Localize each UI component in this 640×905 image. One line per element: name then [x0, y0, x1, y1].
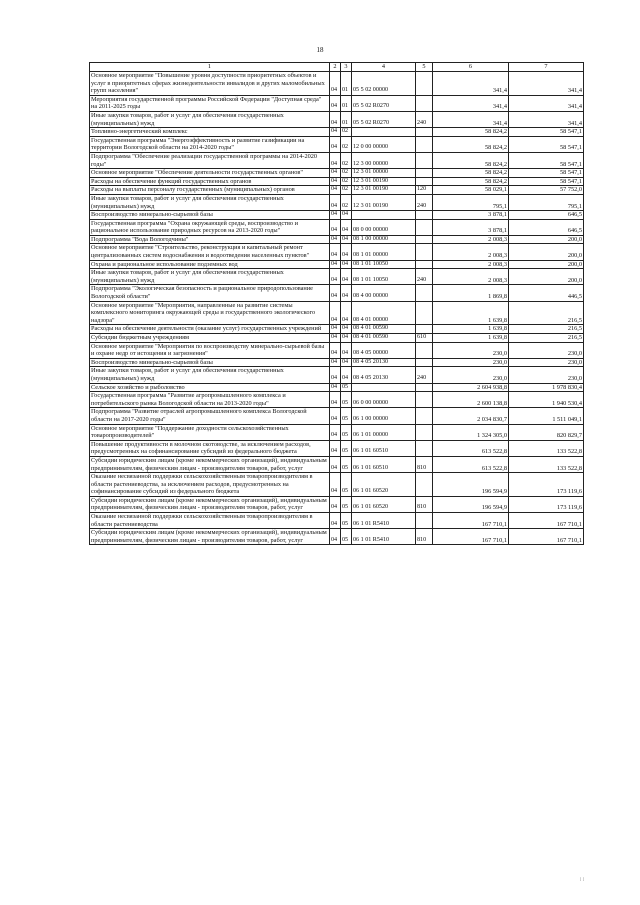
- expense-type-cell: 240: [416, 111, 433, 127]
- table-row: [90, 136, 584, 152]
- subsection-code-cell: 01: [341, 111, 352, 127]
- table-row: [90, 456, 584, 472]
- amount-cell: 167 710,1: [509, 513, 584, 529]
- amount-cell: 230,0: [433, 367, 509, 383]
- section-code-cell: 04: [330, 285, 341, 301]
- row-name-cell: Мероприятия государственной программы Российской Федерации "Доступная среда" на 2011-2025 годы: [90, 95, 330, 111]
- amount-cell: 2 604 938,8: [433, 383, 509, 392]
- amount-cell: 167 710,1: [509, 529, 584, 545]
- subsection-code-cell: 05: [341, 392, 352, 408]
- section-code-cell: 04: [330, 269, 341, 285]
- target-article-cell: 12 3 01 00190: [352, 186, 416, 195]
- table-row: [90, 383, 584, 392]
- expense-type-cell: [416, 235, 433, 244]
- expense-type-cell: [416, 440, 433, 456]
- amount-cell: 58 547,1: [509, 136, 584, 152]
- row-name-cell: Иные закупки товаров, работ и услуг для обеспечения государственных (муниципальных) нужд: [90, 194, 330, 210]
- table-row: [90, 392, 584, 408]
- expense-type-cell: [416, 244, 433, 260]
- row-name-cell: Субсидии юридическим лицам (кроме некоммерческих организаций), индивидуальным предпринимателям, физическим лицам - производителям товаров, работ, услуг: [90, 496, 330, 512]
- target-article-cell: 12 3 01 00000: [352, 169, 416, 178]
- target-article-cell: 06 1 01 60520: [352, 496, 416, 512]
- header-cell: 5: [416, 63, 433, 72]
- section-code-cell: 04: [330, 456, 341, 472]
- target-article-cell: 08 4 00 00000: [352, 285, 416, 301]
- expense-type-cell: [416, 169, 433, 178]
- amount-cell: 58 824,2: [433, 177, 509, 186]
- subsection-code-cell: 04: [341, 285, 352, 301]
- subsection-code-cell: 04: [341, 269, 352, 285]
- target-article-cell: 08 4 05 00000: [352, 342, 416, 358]
- table-row: [90, 111, 584, 127]
- amount-cell: 1 869,8: [433, 285, 509, 301]
- amount-cell: 216,5: [509, 301, 584, 325]
- target-article-cell: 08 4 01 00590: [352, 334, 416, 343]
- target-article-cell: 08 4 01 00590: [352, 325, 416, 334]
- row-name-cell: Субсидии бюджетным учреждениям: [90, 334, 330, 343]
- row-name-cell: Субсидии юридическим лицам (кроме некоммерческих организаций), индивидуальным предпринимателям, физическим лицам - производителям товаров, работ, услуг: [90, 456, 330, 472]
- expense-type-cell: [416, 211, 433, 220]
- amount-cell: 1 639,8: [433, 325, 509, 334]
- subsection-code-cell: 02: [341, 186, 352, 195]
- subsection-code-cell: 04: [341, 358, 352, 367]
- expense-type-cell: [416, 285, 433, 301]
- expense-type-cell: 240: [416, 194, 433, 210]
- amount-cell: 58 547,1: [509, 177, 584, 186]
- amount-cell: 1 511 049,1: [509, 408, 584, 424]
- section-code-cell: 04: [330, 219, 341, 235]
- row-name-cell: Топливно-энергетический комплекс: [90, 128, 330, 137]
- section-code-cell: 04: [330, 440, 341, 456]
- expense-type-cell: [416, 72, 433, 96]
- section-code-cell: 04: [330, 301, 341, 325]
- amount-cell: 58 029,1: [433, 186, 509, 195]
- amount-cell: 230,0: [509, 367, 584, 383]
- expense-type-cell: 810: [416, 496, 433, 512]
- row-name-cell: Иные закупки товаров, работ и услуг для обеспечения государственных (муниципальных) нужд: [90, 111, 330, 127]
- row-name-cell: Расходы на выплаты персоналу государственных (муниципальных) органов: [90, 186, 330, 195]
- amount-cell: 230,0: [433, 358, 509, 367]
- target-article-cell: 06 1 01 00000: [352, 424, 416, 440]
- table-row: [90, 342, 584, 358]
- row-name-cell: Основное мероприятие "Мероприятия, направленные на развитие системы комплексного мониторинга окружающей среды и государственного экологического надзора": [90, 301, 330, 325]
- section-code-cell: 04: [330, 95, 341, 111]
- expense-type-cell: [416, 383, 433, 392]
- section-code-cell: 04: [330, 152, 341, 168]
- amount-cell: 58 824,2: [433, 136, 509, 152]
- row-name-cell: Подпрограмма "Экологическая безопасность и рациональное природопользование Вологодской области": [90, 285, 330, 301]
- amount-cell: 1 324 305,0: [433, 424, 509, 440]
- amount-cell: 795,1: [433, 194, 509, 210]
- section-code-cell: 04: [330, 342, 341, 358]
- section-code-cell: 04: [330, 194, 341, 210]
- section-code-cell: 04: [330, 128, 341, 137]
- amount-cell: 2 034 830,7: [433, 408, 509, 424]
- target-article-cell: 05 5 02 00000: [352, 72, 416, 96]
- amount-cell: 2 008,3: [433, 260, 509, 269]
- subsection-code-cell: 02: [341, 152, 352, 168]
- expense-type-cell: [416, 342, 433, 358]
- amount-cell: 1 978 830,4: [509, 383, 584, 392]
- expense-type-cell: [416, 473, 433, 497]
- expense-type-cell: [416, 325, 433, 334]
- subsection-code-cell: 04: [341, 235, 352, 244]
- table-row: [90, 424, 584, 440]
- amount-cell: 216,5: [509, 334, 584, 343]
- row-name-cell: Воспроизводство минерально-сырьевой базы: [90, 358, 330, 367]
- subsection-code-cell: 01: [341, 95, 352, 111]
- target-article-cell: 12 3 00 00000: [352, 152, 416, 168]
- amount-cell: 230,0: [509, 342, 584, 358]
- target-article-cell: 06 1 01 R5410: [352, 529, 416, 545]
- row-name-cell: Государственная программа "Энергоэффективность и развитие газификации на территории Вологодской области на 2014-2020 годы": [90, 136, 330, 152]
- target-article-cell: 06 0 00 00000: [352, 392, 416, 408]
- section-code-cell: 04: [330, 111, 341, 127]
- amount-cell: 820 829,7: [509, 424, 584, 440]
- row-name-cell: Подпрограмма "Обеспечение реализации государственной программы на 2014-2020 годы": [90, 152, 330, 168]
- row-name-cell: Основное мероприятие "Поддержание доходности сельскохозяйственных товаропроизводителей": [90, 424, 330, 440]
- amount-cell: 58 824,2: [433, 152, 509, 168]
- amount-cell: 446,5: [509, 285, 584, 301]
- expense-type-cell: [416, 177, 433, 186]
- amount-cell: 2 600 138,8: [433, 392, 509, 408]
- target-article-cell: [352, 383, 416, 392]
- target-article-cell: [352, 128, 416, 137]
- target-article-cell: 06 1 01 60520: [352, 473, 416, 497]
- amount-cell: 341,4: [433, 95, 509, 111]
- row-name-cell: Основное мероприятие "Мероприятия по воспроизводству минерально-сырьевой базы и охране недр от истощения и загрязнения": [90, 342, 330, 358]
- amount-cell: 58 547,1: [509, 152, 584, 168]
- subsection-code-cell: 04: [341, 244, 352, 260]
- table-row: [90, 152, 584, 168]
- subsection-code-cell: 04: [341, 301, 352, 325]
- expense-type-cell: [416, 128, 433, 137]
- target-article-cell: 06 1 00 00000: [352, 408, 416, 424]
- expense-type-cell: 810: [416, 456, 433, 472]
- table-row: [90, 177, 584, 186]
- amount-cell: 646,5: [509, 219, 584, 235]
- subsection-code-cell: 04: [341, 342, 352, 358]
- amount-cell: 646,5: [509, 211, 584, 220]
- target-article-cell: 08 1 01 10050: [352, 269, 416, 285]
- expense-type-cell: [416, 152, 433, 168]
- subsection-code-cell: 05: [341, 513, 352, 529]
- header-cell: 4: [352, 63, 416, 72]
- subsection-code-cell: 04: [341, 325, 352, 334]
- section-code-cell: 04: [330, 177, 341, 186]
- page-number: 18: [316, 46, 324, 54]
- row-name-cell: Основное мероприятие "Строительство, реконструкция и капитальный ремонт централизованных систем водоснабжения и водоотведения населенных пунктов": [90, 244, 330, 260]
- amount-cell: 1 639,8: [433, 334, 509, 343]
- section-code-cell: 04: [330, 383, 341, 392]
- table-row: [90, 260, 584, 269]
- row-name-cell: Оказание несвязанной поддержки сельскохозяйственным товаропроизводителям в области растениеводства: [90, 513, 330, 529]
- amount-cell: 133 522,8: [509, 440, 584, 456]
- row-name-cell: Сельское хозяйство и рыболовство: [90, 383, 330, 392]
- row-name-cell: Подпрограмма "Вода Вологодчины": [90, 235, 330, 244]
- section-code-cell: 04: [330, 473, 341, 497]
- amount-cell: 173 119,6: [509, 496, 584, 512]
- target-article-cell: 08 4 05 20130: [352, 358, 416, 367]
- amount-cell: 58 547,1: [509, 128, 584, 137]
- amount-cell: 2 008,3: [433, 244, 509, 260]
- subsection-code-cell: 05: [341, 383, 352, 392]
- section-code-cell: 04: [330, 260, 341, 269]
- amount-cell: 2 008,3: [433, 235, 509, 244]
- amount-cell: 167 710,1: [433, 529, 509, 545]
- target-article-cell: 06 1 01 60510: [352, 440, 416, 456]
- section-code-cell: 04: [330, 334, 341, 343]
- table-row: [90, 358, 584, 367]
- section-code-cell: 04: [330, 244, 341, 260]
- target-article-cell: 12 0 00 00000: [352, 136, 416, 152]
- expense-type-cell: 240: [416, 367, 433, 383]
- subsection-code-cell: 04: [341, 219, 352, 235]
- subsection-code-cell: 02: [341, 136, 352, 152]
- subsection-code-cell: 01: [341, 72, 352, 96]
- row-name-cell: Государственная программа "Развитие агропромышленного комплекса и потребительского рынка Вологодской области на 2013-2020 годы": [90, 392, 330, 408]
- table-header-row: [90, 63, 584, 72]
- amount-cell: 167 710,1: [433, 513, 509, 529]
- amount-cell: 133 522,8: [509, 456, 584, 472]
- amount-cell: 341,4: [433, 72, 509, 96]
- section-code-cell: 04: [330, 136, 341, 152]
- section-code-cell: 04: [330, 367, 341, 383]
- target-article-cell: 05 5 02 R0270: [352, 95, 416, 111]
- subsection-code-cell: 04: [341, 334, 352, 343]
- subsection-code-cell: 02: [341, 177, 352, 186]
- amount-cell: 58 824,2: [433, 128, 509, 137]
- section-code-cell: 04: [330, 358, 341, 367]
- expense-type-cell: 810: [416, 529, 433, 545]
- row-name-cell: Основное мероприятие "Обеспечение деятельности государственных органов": [90, 169, 330, 178]
- table-row: [90, 513, 584, 529]
- subsection-code-cell: 05: [341, 456, 352, 472]
- subsection-code-cell: 02: [341, 128, 352, 137]
- row-name-cell: Основное мероприятие "Повышение уровня доступности приоритетных объектов и услуг в приоритетных сферах жизнедеятельности инвалидов и других маломобильных групп населения": [90, 72, 330, 96]
- expense-type-cell: [416, 136, 433, 152]
- table-row: [90, 169, 584, 178]
- section-code-cell: 04: [330, 186, 341, 195]
- amount-cell: 173 119,6: [509, 473, 584, 497]
- table-row: [90, 496, 584, 512]
- amount-cell: 341,4: [433, 111, 509, 127]
- row-name-cell: Повышение продуктивности в молочном скотоводстве, за исключением расходов, предусмотренных на софинансирование субсидий из федерального бюджета: [90, 440, 330, 456]
- expense-type-cell: 610: [416, 334, 433, 343]
- target-article-cell: [352, 211, 416, 220]
- amount-cell: 341,4: [509, 72, 584, 96]
- expense-type-cell: [416, 95, 433, 111]
- row-name-cell: Расходы на обеспечение функций государственных органов: [90, 177, 330, 186]
- table-row: [90, 301, 584, 325]
- section-code-cell: 04: [330, 408, 341, 424]
- header-cell: 1: [90, 63, 330, 72]
- expense-type-cell: [416, 392, 433, 408]
- table-row: [90, 408, 584, 424]
- section-code-cell: 04: [330, 424, 341, 440]
- section-code-cell: 04: [330, 529, 341, 545]
- section-code-cell: 04: [330, 325, 341, 334]
- amount-cell: 196 594,9: [433, 496, 509, 512]
- amount-cell: 613 522,8: [433, 456, 509, 472]
- target-article-cell: 08 4 01 00000: [352, 301, 416, 325]
- amount-cell: 200,0: [509, 269, 584, 285]
- table-row: [90, 325, 584, 334]
- target-article-cell: 08 0 00 00000: [352, 219, 416, 235]
- expense-type-cell: [416, 301, 433, 325]
- expense-type-cell: [416, 358, 433, 367]
- subsection-code-cell: 05: [341, 424, 352, 440]
- row-name-cell: Иные закупки товаров, работ и услуг для обеспечения государственных (муниципальных) нужд: [90, 367, 330, 383]
- section-code-cell: 04: [330, 513, 341, 529]
- row-name-cell: Оказание несвязанной поддержки сельскохозяйственным товаропроизводителям в области растениеводства, за исключением расходов, предусмотренных на софинансирование субсидий из федерального бюджета: [90, 473, 330, 497]
- subsection-code-cell: 05: [341, 440, 352, 456]
- table-row: [90, 244, 584, 260]
- subsection-code-cell: 02: [341, 194, 352, 210]
- amount-cell: 3 878,1: [433, 211, 509, 220]
- header-cell: 2: [330, 63, 341, 72]
- expense-type-cell: 240: [416, 269, 433, 285]
- subsection-code-cell: 05: [341, 473, 352, 497]
- table-row: [90, 235, 584, 244]
- target-article-cell: 12 3 01 00190: [352, 177, 416, 186]
- amount-cell: 58 547,1: [509, 169, 584, 178]
- amount-cell: 230,0: [433, 342, 509, 358]
- section-code-cell: 04: [330, 72, 341, 96]
- table-row: [90, 211, 584, 220]
- target-article-cell: 08 1 01 00000: [352, 244, 416, 260]
- table-row: [90, 95, 584, 111]
- amount-cell: 58 824,2: [433, 169, 509, 178]
- table-row: [90, 128, 584, 137]
- expense-type-cell: [416, 513, 433, 529]
- subsection-code-cell: 05: [341, 496, 352, 512]
- section-code-cell: 04: [330, 496, 341, 512]
- target-article-cell: 06 1 01 60510: [352, 456, 416, 472]
- row-name-cell: Иные закупки товаров, работ и услуг для обеспечения государственных (муниципальных) нужд: [90, 269, 330, 285]
- table-row: [90, 269, 584, 285]
- amount-cell: 230,0: [509, 358, 584, 367]
- target-article-cell: 05 5 02 R0270: [352, 111, 416, 127]
- target-article-cell: 08 1 00 00000: [352, 235, 416, 244]
- subsection-code-cell: 04: [341, 211, 352, 220]
- subsection-code-cell: 05: [341, 408, 352, 424]
- amount-cell: 200,0: [509, 235, 584, 244]
- table-row: [90, 194, 584, 210]
- subsection-code-cell: 05: [341, 529, 352, 545]
- section-code-cell: 04: [330, 392, 341, 408]
- amount-cell: 795,1: [509, 194, 584, 210]
- header-cell: 7: [509, 63, 584, 72]
- expense-type-cell: [416, 424, 433, 440]
- expense-type-cell: [416, 260, 433, 269]
- header-cell: 3: [341, 63, 352, 72]
- target-article-cell: 12 3 01 00190: [352, 194, 416, 210]
- amount-cell: 216,5: [509, 325, 584, 334]
- target-article-cell: 06 1 01 R5410: [352, 513, 416, 529]
- expense-type-cell: 120: [416, 186, 433, 195]
- amount-cell: 1 639,8: [433, 301, 509, 325]
- table-row: [90, 285, 584, 301]
- table-row: [90, 186, 584, 195]
- table-row: [90, 72, 584, 96]
- amount-cell: 57 752,0: [509, 186, 584, 195]
- amount-cell: 3 878,1: [433, 219, 509, 235]
- scan-mark: ⁞ ⁞: [579, 878, 584, 883]
- section-code-cell: 04: [330, 235, 341, 244]
- row-name-cell: Субсидии юридическим лицам (кроме некоммерческих организаций), индивидуальным предпринимателям, физическим лицам - производителям товаров, работ, услуг: [90, 529, 330, 545]
- row-name-cell: Государственная программа "Охрана окружающей среды, воспроизводство и рациональное использование природных ресурсов на 2013-2020 годы": [90, 219, 330, 235]
- expense-type-cell: [416, 408, 433, 424]
- expense-type-cell: [416, 219, 433, 235]
- target-article-cell: 08 4 05 20130: [352, 367, 416, 383]
- amount-cell: 200,0: [509, 244, 584, 260]
- amount-cell: 341,4: [509, 111, 584, 127]
- table-row: [90, 334, 584, 343]
- row-name-cell: Расходы на обеспечение деятельности (оказание услуг) государственных учреждений: [90, 325, 330, 334]
- subsection-code-cell: 02: [341, 169, 352, 178]
- section-code-cell: 04: [330, 169, 341, 178]
- table-row: [90, 440, 584, 456]
- table-row: [90, 219, 584, 235]
- amount-cell: 200,0: [509, 260, 584, 269]
- row-name-cell: Подпрограмма "Развитие отраслей агропромышленного комплекса Вологодской области на 2017-2020 годы": [90, 408, 330, 424]
- row-name-cell: Воспроизводство минерально-сырьевой базы: [90, 211, 330, 220]
- amount-cell: 196 594,9: [433, 473, 509, 497]
- amount-cell: 613 522,8: [433, 440, 509, 456]
- target-article-cell: 08 1 01 10050: [352, 260, 416, 269]
- subsection-code-cell: 04: [341, 260, 352, 269]
- budget-table: [89, 62, 584, 545]
- amount-cell: 341,4: [509, 95, 584, 111]
- table-row: [90, 529, 584, 545]
- table-row: [90, 473, 584, 497]
- section-code-cell: 04: [330, 211, 341, 220]
- header-cell: 6: [433, 63, 509, 72]
- amount-cell: 1 940 530,4: [509, 392, 584, 408]
- amount-cell: 2 008,3: [433, 269, 509, 285]
- row-name-cell: Охрана и рациональное использование подземных вод: [90, 260, 330, 269]
- table-row: [90, 367, 584, 383]
- subsection-code-cell: 04: [341, 367, 352, 383]
